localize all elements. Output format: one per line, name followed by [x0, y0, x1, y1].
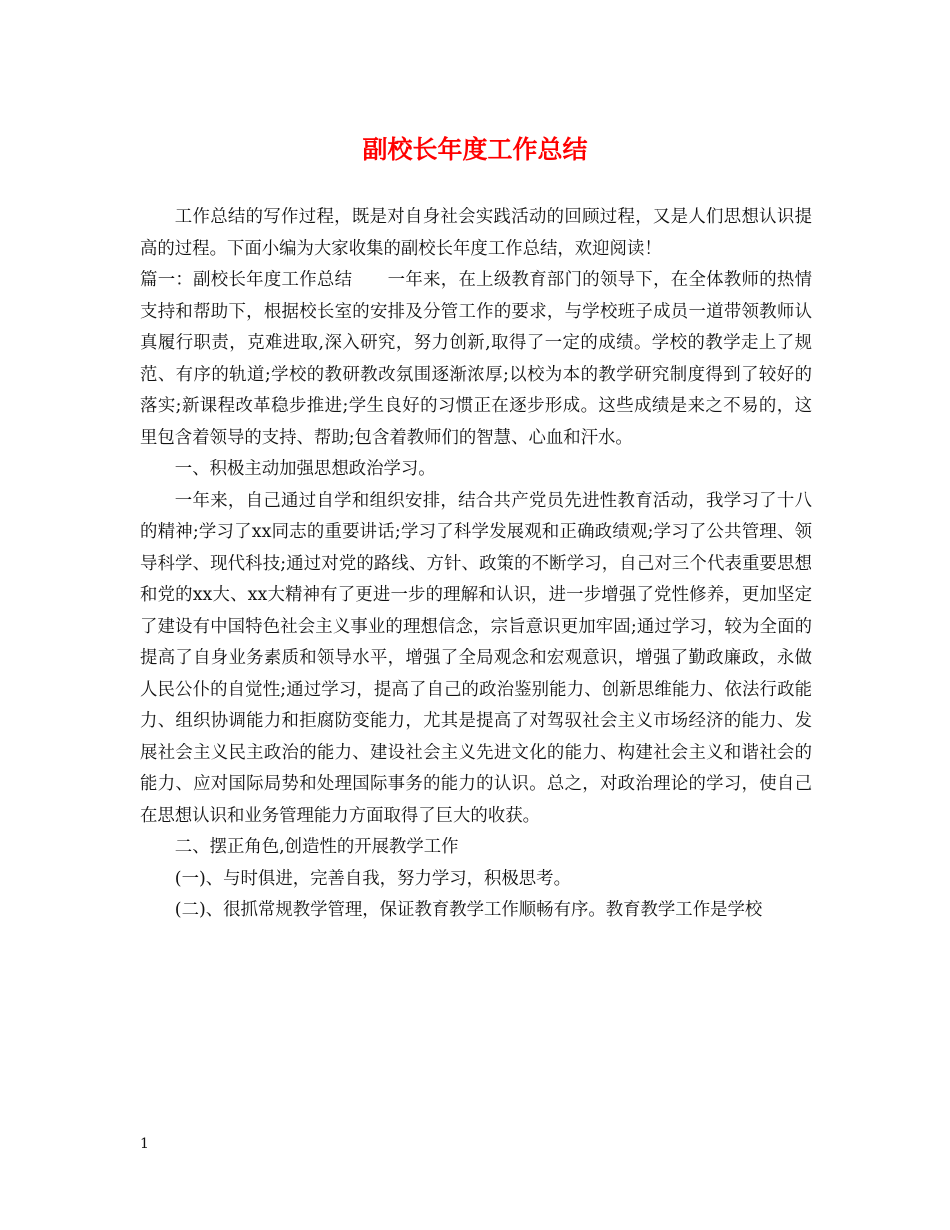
subsection-two: (二)、很抓常规教学管理，保证教育教学工作顺畅有序。教育教学工作是学校	[174, 900, 763, 920]
document-body	[140, 202, 812, 927]
section-heading-two: 二、摆正角色,创造性的开展教学工作	[174, 837, 459, 857]
chapter-one-paragraph: 篇一：副校长年度工作总结 一年来，在上级教育部门的领导下，在全体教师的热情支持和帮助下，根据校长室的安排及分管工作的要求，与学校班子成员一道带领教师认真履行职责，克难进取,深入研究，努力创新,取得了一定的成绩。学校的教学走上了规范、有序的轨道;学校的教研教改氛围逐渐浓厚;以校为本的教学研究制度得到了较好的落实;新课程改革稳步推进;学生良好的习惯正在逐步形成。这些成绩是来之不易的，这里包含着领导的支持、帮助;包含着教师们的智慧、心血和汗水。	[140, 270, 812, 448]
subsection-one: (一)、与时俱进，完善自我，努力学习，积极思考。	[174, 868, 571, 889]
political-study-paragraph: 一年来，自己通过自学和组织安排，结合共产党员先进性教育活动，我学习了十八的精神;学习了xx同志的重要讲话;学习了科学发展观和正确政绩观;学习了公共管理、领导科学、现代科技;通过对党的路线、方针、政策的不断学习，自己对三个代表重要思想和党的xx大、xx大精神有了更进一步的理解和认识，进一步增强了党性修养，更加坚定了建设有中国特色社会主义事业的理想信念，宗旨意识更加牢固;通过学习，较为全面的提高了自身业务素质和领导水平，增强了全局观念和宏观意识，增强了勤政廉政，永做人民公仆的自觉性;通过学习，提高了自己的政治鉴别能力、创新思维能力、依法行政能力、组织协调能力和拒腐防变能力，尤其是提高了对驾驭社会主义市场经济的能力、发展社会主义民主政治的能力、建设社会主义先进文化的能力、构建社会主义和谐社会的能力、应对国际局势和处理国际事务的能力的认识。总之，对政治理论的学习，使自己在思想认识和业务管理能力方面取得了巨大的收获。	[140, 490, 812, 826]
document-title: 副校长年度工作总结	[362, 135, 588, 164]
section-heading-one: 一、积极主动加强思想政治学习。	[174, 459, 436, 479]
page-number: 1	[140, 1136, 149, 1152]
intro-paragraph: 工作总结的写作过程，既是对自身社会实践活动的回顾过程，又是人们思想认识提高的过程。下面小编为大家收集的副校长年度工作总结，欢迎阅读！	[140, 207, 812, 259]
